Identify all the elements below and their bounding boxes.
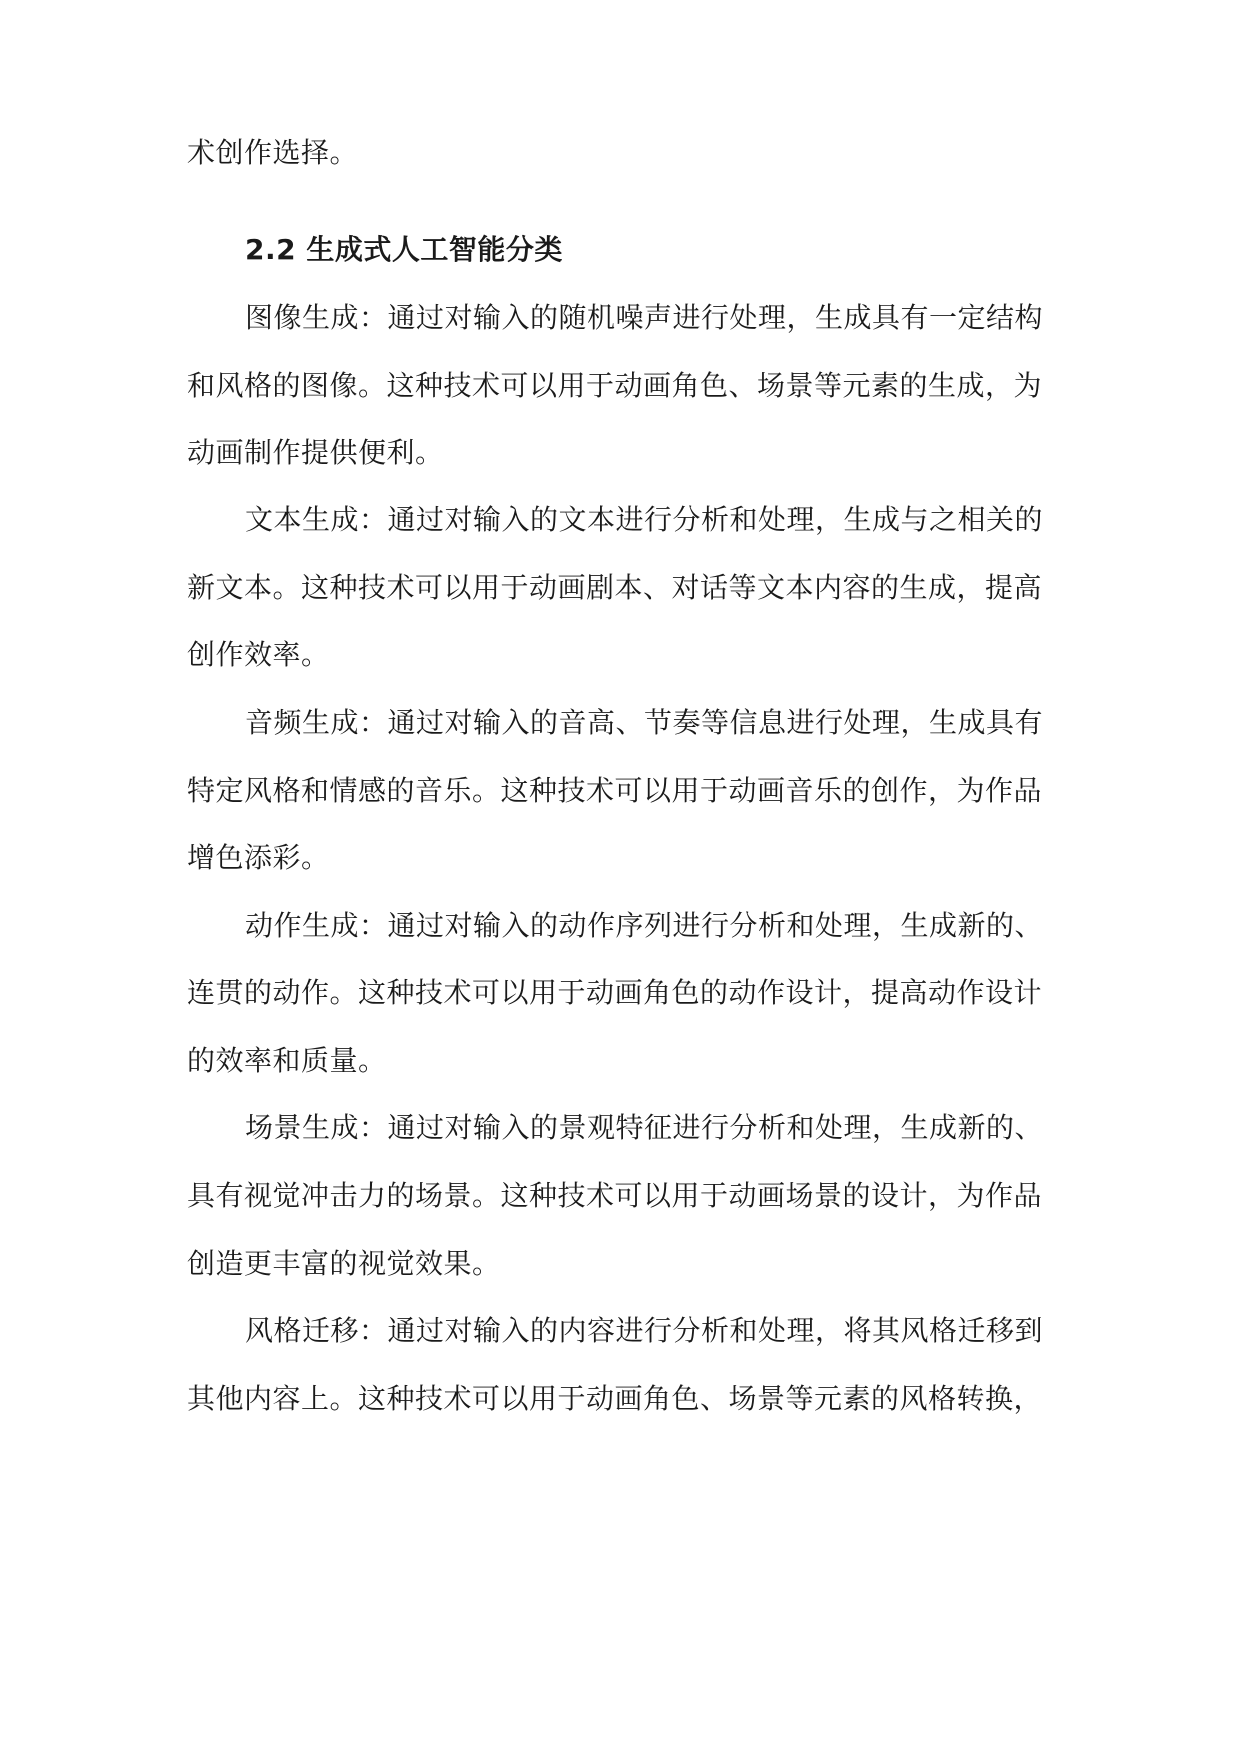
paragraph-scene-generation-line-3: 创造更丰富的视觉效果。 (187, 1247, 501, 1280)
paragraph-motion-generation-line-3: 的效率和质量。 (187, 1044, 387, 1077)
paragraph-image-generation-line-2: 和风格的图像。这种技术可以用于动画角色、场景等元素的生成，为 (187, 369, 1043, 402)
paragraph-image-generation-line-1: 图像生成：通过对输入的随机噪声进行处理，生成具有一定结构 (245, 301, 1044, 334)
paragraph-text-generation-line-2: 新文本。这种技术可以用于动画剧本、对话等文本内容的生成，提高 (187, 571, 1043, 604)
paragraph-audio-generation-line-2: 特定风格和情感的音乐。这种技术可以用于动画音乐的创作，为作品 (187, 774, 1043, 807)
paragraph-audio-generation-line-3: 增色添彩。 (187, 841, 330, 874)
paragraph-motion-generation-line-1: 动作生成：通过对输入的动作序列进行分析和处理，生成新的、 (245, 909, 1044, 942)
paragraph-image-generation-line-3: 动画制作提供便利。 (187, 436, 444, 469)
section-heading: 2.2 生成式人工智能分类 (245, 233, 563, 266)
paragraph-audio-generation-line-1: 音频生成：通过对输入的音高、节奏等信息进行处理，生成具有 (245, 706, 1044, 739)
paragraph-motion-generation-line-2: 连贯的动作。这种技术可以用于动画角色的动作设计，提高动作设计 (187, 976, 1043, 1009)
paragraph-text-generation-line-1: 文本生成：通过对输入的文本进行分析和处理，生成与之相关的 (245, 503, 1044, 536)
paragraph-text-generation-line-3: 创作效率。 (187, 638, 330, 671)
continuation-text: 术创作选择。 (187, 136, 359, 169)
paragraph-style-transfer-line-1: 风格迁移：通过对输入的内容进行分析和处理，将其风格迁移到 (245, 1314, 1044, 1347)
paragraph-style-transfer-line-2: 其他内容上。这种技术可以用于动画角色、场景等元素的风格转换， (187, 1382, 1043, 1415)
paragraph-scene-generation-line-1: 场景生成：通过对输入的景观特征进行分析和处理，生成新的、 (245, 1111, 1044, 1144)
paragraph-scene-generation-line-2: 具有视觉冲击力的场景。这种技术可以用于动画场景的设计，为作品 (187, 1179, 1043, 1212)
